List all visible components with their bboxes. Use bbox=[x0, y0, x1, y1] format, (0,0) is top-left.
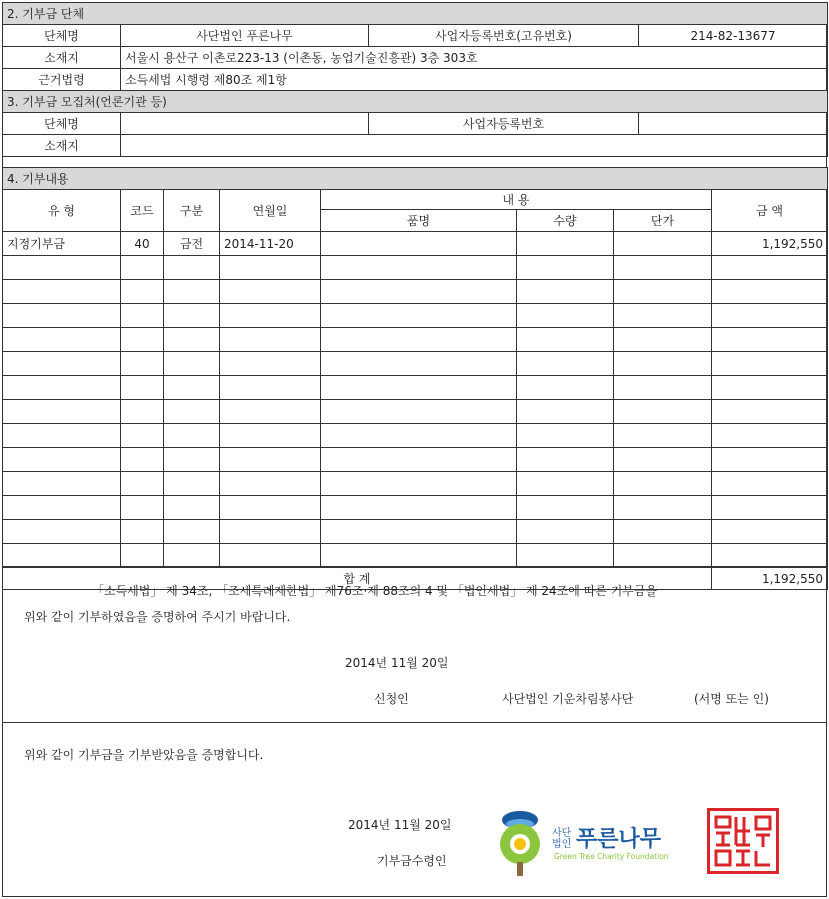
cell-type bbox=[3, 400, 121, 424]
cell-type bbox=[3, 280, 121, 304]
cell-code: 40 bbox=[121, 232, 164, 256]
cell-category bbox=[164, 280, 220, 304]
section-2-title: 2. 기부금 단체 bbox=[3, 3, 828, 25]
cell-code bbox=[121, 520, 164, 544]
cell-date bbox=[220, 472, 321, 496]
statement-text-1: 「소득세법」 제 34조, 「조세특례제한법」 제76조·제 88조의 4 및 「법인세법」 제 24조에 따른 기부금을 bbox=[92, 584, 658, 598]
table-row bbox=[3, 376, 828, 400]
cell-type bbox=[3, 424, 121, 448]
cell-qty bbox=[517, 280, 614, 304]
cell-unit-price bbox=[614, 256, 712, 280]
table-row bbox=[3, 472, 828, 496]
cell-amount bbox=[712, 400, 828, 424]
col-amount: 금 액 bbox=[712, 190, 828, 232]
cell-item bbox=[321, 232, 517, 256]
cell-category bbox=[164, 472, 220, 496]
cell-date bbox=[220, 400, 321, 424]
cell-qty bbox=[517, 496, 614, 520]
cell-date bbox=[220, 352, 321, 376]
cell-type bbox=[3, 448, 121, 472]
cell-qty bbox=[517, 400, 614, 424]
cell-date bbox=[220, 496, 321, 520]
cell-code bbox=[121, 448, 164, 472]
cell-category bbox=[164, 400, 220, 424]
cell-unit-price bbox=[614, 544, 712, 568]
col-date: 연월일 bbox=[220, 190, 321, 232]
receipt-text: 위와 같이 기부금을 기부받았음을 증명합니다. bbox=[24, 748, 264, 762]
cell-date bbox=[220, 520, 321, 544]
cell-item bbox=[321, 544, 517, 568]
sign-note: (서명 또는 인) bbox=[694, 692, 769, 706]
cell-type bbox=[3, 496, 121, 520]
cell-unit-price bbox=[614, 472, 712, 496]
cell-unit-price bbox=[614, 496, 712, 520]
cell-item bbox=[321, 400, 517, 424]
cell-category bbox=[164, 544, 220, 568]
cell-category bbox=[164, 520, 220, 544]
cell-type: 지정기부금 bbox=[3, 232, 121, 256]
cell-item bbox=[321, 256, 517, 280]
org-name-label: 단체명 bbox=[3, 25, 121, 47]
cell-amount bbox=[712, 496, 828, 520]
col-item: 품명 bbox=[321, 210, 517, 232]
cell-unit-price bbox=[614, 400, 712, 424]
org-law-label: 근거법령 bbox=[3, 69, 121, 91]
logo-english: Green Tree Charity Foundation bbox=[554, 852, 669, 861]
logo-small-bottom: 법인 bbox=[552, 839, 572, 850]
cell-amount: 1,192,550 bbox=[712, 232, 828, 256]
cell-code bbox=[121, 376, 164, 400]
cell-date bbox=[220, 424, 321, 448]
cell-item bbox=[321, 352, 517, 376]
table-row bbox=[3, 520, 828, 544]
cell-type bbox=[3, 376, 121, 400]
cell-amount bbox=[712, 328, 828, 352]
agency-address-value bbox=[121, 135, 828, 157]
cell-type bbox=[3, 304, 121, 328]
cell-date bbox=[220, 256, 321, 280]
cell-code bbox=[121, 352, 164, 376]
agency-bizno-label: 사업자등록번호 bbox=[369, 113, 639, 135]
cell-unit-price bbox=[614, 232, 712, 256]
table-row bbox=[3, 400, 828, 424]
col-code: 코드 bbox=[121, 190, 164, 232]
table-row bbox=[3, 448, 828, 472]
cell-code bbox=[121, 256, 164, 280]
cell-unit-price bbox=[614, 424, 712, 448]
table-row bbox=[3, 256, 828, 280]
cell-unit-price bbox=[614, 352, 712, 376]
cell-code bbox=[121, 496, 164, 520]
applicant-label: 신청인 bbox=[374, 692, 409, 706]
cell-category bbox=[164, 256, 220, 280]
cell-code bbox=[121, 304, 164, 328]
cell-amount bbox=[712, 304, 828, 328]
cell-item bbox=[321, 376, 517, 400]
cell-date bbox=[220, 544, 321, 568]
cell-type bbox=[3, 352, 121, 376]
cell-item bbox=[321, 520, 517, 544]
cell-category bbox=[164, 352, 220, 376]
cell-code bbox=[121, 544, 164, 568]
cell-qty bbox=[517, 424, 614, 448]
applicant-name: 사단법인 기운차림봉사단 bbox=[502, 692, 634, 706]
cell-unit-price bbox=[614, 520, 712, 544]
cell-code bbox=[121, 400, 164, 424]
table-row bbox=[3, 352, 828, 376]
cell-amount bbox=[712, 352, 828, 376]
cell-qty bbox=[517, 232, 614, 256]
cell-type bbox=[3, 256, 121, 280]
cell-amount bbox=[712, 448, 828, 472]
cell-category bbox=[164, 376, 220, 400]
cell-type bbox=[3, 472, 121, 496]
cell-date bbox=[220, 376, 321, 400]
org-address-label: 소재지 bbox=[3, 47, 121, 69]
col-unit-price: 단가 bbox=[614, 210, 712, 232]
cell-qty bbox=[517, 256, 614, 280]
cell-qty bbox=[517, 304, 614, 328]
cell-item bbox=[321, 328, 517, 352]
statement-date: 2014년 11월 20일 bbox=[345, 656, 449, 670]
cell-code bbox=[121, 472, 164, 496]
cell-unit-price bbox=[614, 328, 712, 352]
cell-amount bbox=[712, 376, 828, 400]
cell-item bbox=[321, 472, 517, 496]
cell-category bbox=[164, 328, 220, 352]
agency-name-value bbox=[121, 113, 369, 135]
cell-category bbox=[164, 448, 220, 472]
cell-date bbox=[220, 304, 321, 328]
col-type: 유 형 bbox=[3, 190, 121, 232]
cell-amount bbox=[712, 544, 828, 568]
agency-address-label: 소재지 bbox=[3, 135, 121, 157]
cell-qty bbox=[517, 520, 614, 544]
cell-code bbox=[121, 424, 164, 448]
cell-category bbox=[164, 424, 220, 448]
cell-code bbox=[121, 328, 164, 352]
org-name-value: 사단법인 푸른나무 bbox=[121, 25, 369, 47]
cell-item bbox=[321, 424, 517, 448]
divider bbox=[2, 722, 827, 723]
agency-name-label: 단체명 bbox=[3, 113, 121, 135]
org-table bbox=[2, 2, 828, 157]
seal-icon bbox=[710, 811, 776, 871]
cell-category bbox=[164, 496, 220, 520]
logo-small-top: 사단 bbox=[552, 828, 572, 839]
cell-qty bbox=[517, 544, 614, 568]
cell-code bbox=[121, 280, 164, 304]
section-3-title: 3. 기부금 모집처(언론기관 등) bbox=[3, 91, 828, 113]
cell-amount bbox=[712, 424, 828, 448]
receiver-label: 기부금수령인 bbox=[377, 854, 447, 868]
cell-item bbox=[321, 280, 517, 304]
cell-item bbox=[321, 304, 517, 328]
total-label: 합 계 bbox=[3, 568, 712, 590]
cell-category: 금전 bbox=[164, 232, 220, 256]
total-value: 1,192,550 bbox=[712, 568, 828, 590]
org-bizno-value: 214-82-13677 bbox=[639, 25, 828, 47]
receipt-date: 2014년 11월 20일 bbox=[348, 818, 452, 832]
col-category: 구분 bbox=[164, 190, 220, 232]
cell-unit-price bbox=[614, 376, 712, 400]
table-row bbox=[3, 280, 828, 304]
foundation-logo bbox=[490, 806, 700, 878]
agency-bizno-value bbox=[639, 113, 828, 135]
col-content: 내 용 bbox=[321, 190, 712, 210]
table-row bbox=[3, 496, 828, 520]
cell-category bbox=[164, 304, 220, 328]
cell-amount bbox=[712, 256, 828, 280]
cell-amount bbox=[712, 280, 828, 304]
cell-item bbox=[321, 448, 517, 472]
cell-date bbox=[220, 448, 321, 472]
cell-type bbox=[3, 544, 121, 568]
cell-item bbox=[321, 496, 517, 520]
cell-qty bbox=[517, 448, 614, 472]
table-row bbox=[3, 232, 828, 256]
cell-qty bbox=[517, 472, 614, 496]
cell-unit-price bbox=[614, 304, 712, 328]
official-seal bbox=[707, 808, 779, 874]
col-qty: 수량 bbox=[517, 210, 614, 232]
cell-amount bbox=[712, 520, 828, 544]
section-4-title: 4. 기부내용 bbox=[3, 168, 828, 190]
cell-type bbox=[3, 520, 121, 544]
divider bbox=[2, 566, 827, 567]
tree-logo-icon bbox=[490, 806, 550, 878]
table-row bbox=[3, 544, 828, 568]
cell-type bbox=[3, 328, 121, 352]
cell-unit-price bbox=[614, 280, 712, 304]
logo-name: 푸른나무 bbox=[576, 827, 662, 852]
cell-qty bbox=[517, 376, 614, 400]
table-row bbox=[3, 328, 828, 352]
cell-amount bbox=[712, 472, 828, 496]
cell-qty bbox=[517, 328, 614, 352]
cell-qty bbox=[517, 352, 614, 376]
cell-date bbox=[220, 280, 321, 304]
cell-date bbox=[220, 328, 321, 352]
table-row bbox=[3, 304, 828, 328]
org-bizno-label: 사업자등록번호(고유번호) bbox=[369, 25, 639, 47]
org-address-value: 서울시 용산구 이촌로223-13 (이촌동, 농업기술진흥관) 3층 303호 bbox=[121, 47, 828, 69]
cell-date: 2014-11-20 bbox=[220, 232, 321, 256]
donation-table bbox=[2, 167, 828, 590]
cell-unit-price bbox=[614, 448, 712, 472]
statement-text-2: 위와 같이 기부하였음을 증명하여 주시기 바랍니다. bbox=[24, 610, 291, 624]
table-row bbox=[3, 424, 828, 448]
org-law-value: 소득세법 시행령 제80조 제1항 bbox=[121, 69, 828, 91]
